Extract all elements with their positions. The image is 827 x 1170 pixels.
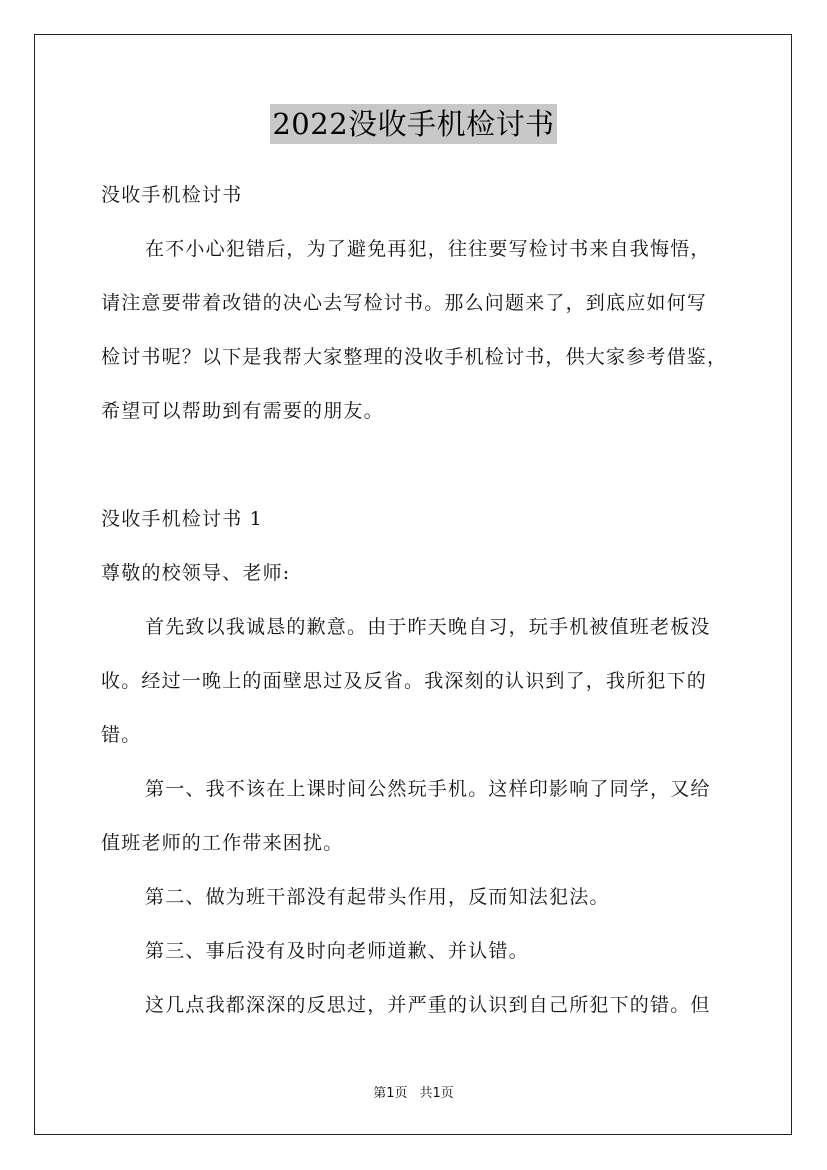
document-title: 2022没收手机检讨书 [270, 104, 556, 144]
page-footer [0, 1082, 827, 1101]
text-line: 检讨书呢？以下是我帮大家整理的没收手机检讨书，供大家参考借鉴， [101, 346, 728, 368]
text-line: 第一、我不该在上课时间公然玩手机。这样印影响了同学，又给 [145, 778, 711, 800]
text-line: 请注意要带着改错的决心去写检讨书。那么问题来了，到底应如何写 [101, 292, 708, 314]
text-line: 在不小心犯错后，为了避免再犯，往往要写检讨书来自我悔悟， [145, 238, 711, 260]
title-container [0, 104, 827, 144]
text-line: 第三、事后没有及时向老师道歉、并认错。 [145, 940, 529, 962]
text-line: 首先致以我诚恳的歉意。由于昨天晚自习，玩手机被值班老板没 [145, 616, 711, 638]
blank-line [101, 438, 741, 492]
text-line: 收。经过一晚上的面壁思过及反省。我深刻的认识到了，我所犯下的 [101, 670, 708, 692]
text-line: 第二、做为班干部没有起带头作用，反而知法犯法。 [145, 886, 610, 908]
page-number: 第1页 [373, 1086, 408, 1101]
text-line: 没收手机检讨书 [101, 184, 243, 206]
page-total: 共1页 [419, 1086, 454, 1101]
text-line: 尊敬的校领导、老师: [101, 562, 291, 584]
text-line: 这几点我都深深的反思过，并严重的认识到自己所犯下的错。但 [145, 994, 711, 1016]
text-line: 值班老师的工作带来困扰。 [101, 832, 344, 854]
text-line: 没收手机检讨书 1 [101, 508, 263, 530]
text-line: 希望可以帮助到有需要的朋友。 [101, 400, 384, 422]
text-line: 错。 [101, 724, 142, 746]
document-body [101, 168, 741, 1032]
